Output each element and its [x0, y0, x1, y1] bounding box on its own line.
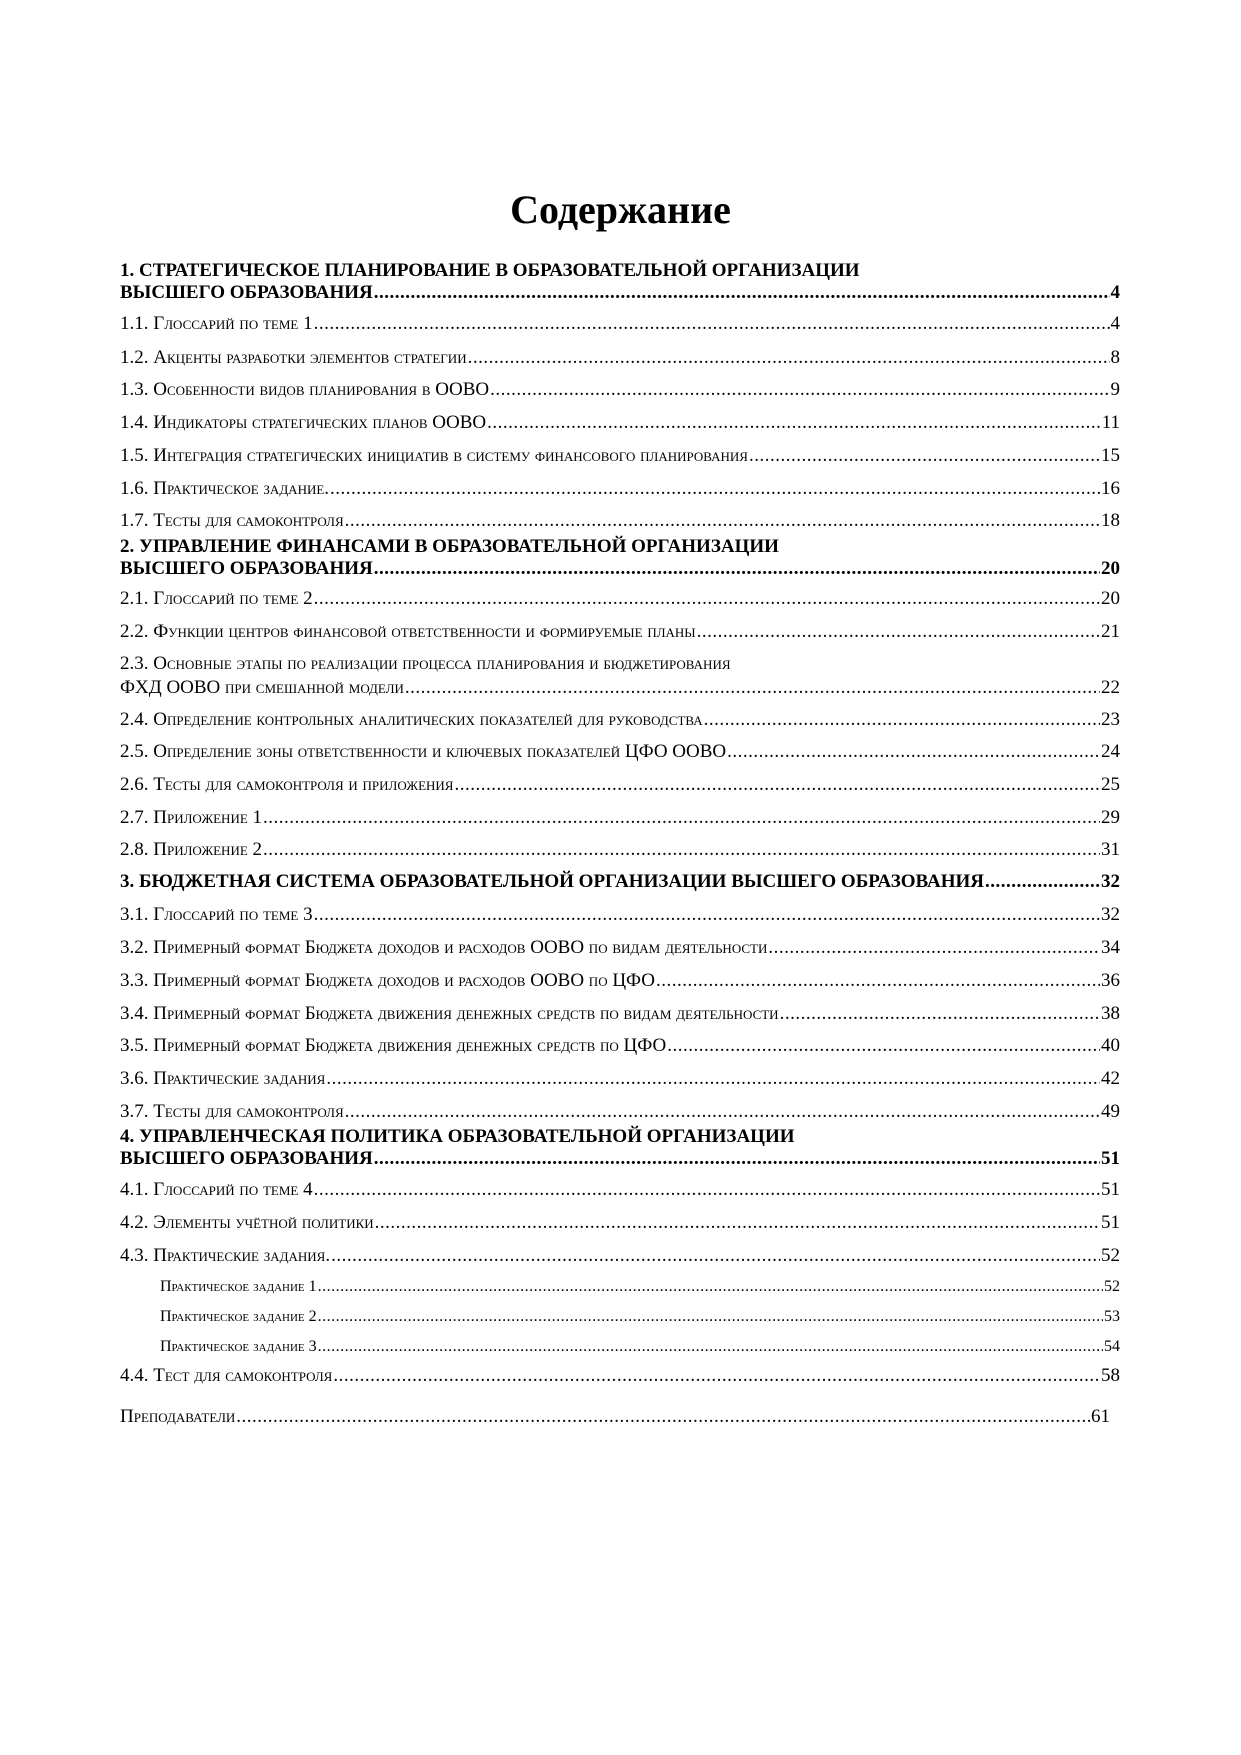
toc-entry-4-2[interactable]: [120, 1211, 1120, 1235]
toc-entry-label: 2.5. Определение зоны ответственности и ключевых показателей ЦФО ООВО: [120, 741, 727, 762]
leader-dots: [331, 1244, 1100, 1268]
toc-page-number: 42: [1101, 1068, 1120, 1089]
toc-entry-1-3[interactable]: [120, 378, 1120, 402]
toc-entry-label: 3.1. Глоссарий по теме 3: [120, 904, 313, 925]
toc-page-number: 31: [1101, 839, 1120, 860]
toc-page-number: 4: [1110, 313, 1120, 334]
toc-entry-4-4[interactable]: [120, 1364, 1120, 1388]
leader-dots: [263, 806, 1100, 830]
toc-entry-label: 3.3. Примерный формат Бюджета доходов и расходов ООВО по ЦФО: [120, 970, 656, 991]
toc-page-number: 9: [1110, 379, 1120, 400]
toc-entry-task-3[interactable]: [120, 1336, 1120, 1358]
toc-entry-label: ВЫСШЕГО ОБРАЗОВАНИЯ: [120, 558, 373, 579]
toc-entry-task-1[interactable]: [120, 1276, 1120, 1298]
toc-page-number: 58: [1101, 1365, 1120, 1386]
toc-entry-first-line: 4. УПРАВЛЕНЧЕСКАЯ ПОЛИТИКА ОБРАЗОВАТЕЛЬНОЙ ОРГАНИЗАЦИИ: [120, 1126, 795, 1147]
toc-page-number: 23: [1101, 709, 1120, 730]
toc-entry-2-2[interactable]: [120, 620, 1120, 644]
leader-dots: [656, 969, 1100, 993]
toc-entry-3-1[interactable]: [120, 903, 1120, 927]
leader-dots: [749, 444, 1100, 468]
leader-dots: [314, 312, 1110, 336]
toc-entry-label: 2.2. Функции центров финансовой ответственности и формируемые планы: [120, 621, 696, 642]
toc-page-number: 18: [1101, 510, 1120, 531]
toc-page-number: 38: [1101, 1003, 1120, 1024]
toc-page-number: 36: [1101, 970, 1120, 991]
leader-dots: [374, 1148, 1100, 1170]
toc-page-number: 34: [1101, 937, 1120, 958]
toc-entry-1-1[interactable]: [120, 312, 1120, 336]
toc-entry-2-6[interactable]: [120, 773, 1120, 797]
leader-dots: [780, 1002, 1100, 1026]
toc-entry-label: 2.6. Тесты для самоконтроля и приложения: [120, 774, 454, 795]
toc-entry-label: ФХД ООВО при смешанной модели: [120, 677, 404, 698]
toc-entry-2-8[interactable]: [120, 838, 1120, 862]
toc-entry-label: 1.5. Интеграция стратегических инициатив в систему финансового планирования: [120, 445, 748, 466]
leader-dots: [326, 1067, 1100, 1091]
toc-entry-1-5[interactable]: [120, 444, 1120, 468]
toc-page-number: 11: [1101, 412, 1120, 433]
toc-chapter-4[interactable]: [120, 1126, 1120, 1170]
toc-entry-3-3[interactable]: [120, 969, 1120, 993]
toc-page-number: 49: [1101, 1101, 1120, 1122]
toc-entry-label: 1.4. Индикаторы стратегических планов ООВО: [120, 412, 487, 433]
toc-page-number: 24: [1101, 741, 1120, 762]
toc-entry-label: 3.2. Примерный формат Бюджета доходов и расходов ООВО по видам деятельности: [120, 937, 768, 958]
leader-dots: [314, 903, 1100, 927]
toc-page-number: 61: [1091, 1406, 1110, 1427]
toc-page-number: 29: [1101, 807, 1120, 828]
toc-entry-3-2[interactable]: [120, 936, 1120, 960]
leader-dots: [333, 1364, 1100, 1388]
leader-dots: [487, 411, 1101, 435]
toc-entry-label: 3. БЮДЖЕТНАЯ СИСТЕМА ОБРАЗОВАТЕЛЬНОЙ ОРГАНИЗАЦИИ ВЫСШЕГО ОБРАЗОВАНИЯ: [120, 871, 984, 892]
toc-page-number: 20: [1101, 558, 1120, 579]
toc-page-number: 32: [1101, 904, 1120, 925]
toc-page-number: 54: [1104, 1338, 1120, 1355]
toc-entry-label: ВЫСШЕГО ОБРАЗОВАНИЯ: [120, 1148, 373, 1169]
toc-entry-label: 1.2. Акценты разработки элементов стратегии: [120, 347, 467, 368]
toc-entry-3-4[interactable]: [120, 1002, 1120, 1026]
toc-entry-label: ВЫСШЕГО ОБРАЗОВАНИЯ: [120, 282, 373, 303]
toc-entry-first-line: 1. СТРАТЕГИЧЕСКОЕ ПЛАНИРОВАНИЕ В ОБРАЗОВАТЕЛЬНОЙ ОРГАНИЗАЦИИ: [120, 260, 860, 281]
leader-dots: [374, 558, 1100, 580]
leader-dots: [468, 346, 1110, 370]
toc-entry-1-6[interactable]: [120, 477, 1120, 501]
toc-entry-label: 2.7. Приложение 1: [120, 807, 263, 828]
toc-entry-label: 4.1. Глоссарий по теме 4: [120, 1179, 313, 1200]
toc-page-number: 8: [1110, 347, 1120, 368]
toc-entry-label: 3.4. Примерный формат Бюджета движения денежных средств по видам деятельности: [120, 1003, 779, 1024]
toc-entry-label: 4.2. Элементы учётной политики: [120, 1212, 374, 1233]
leader-dots: [345, 509, 1100, 533]
toc-entry-label: 1.6. Практическое задание.: [120, 478, 330, 499]
toc-chapter-2[interactable]: [120, 536, 1120, 580]
toc-page-number: 32: [1101, 871, 1120, 892]
toc-entry-teachers[interactable]: [120, 1405, 1110, 1429]
toc-page-number: 21: [1101, 621, 1120, 642]
toc-entry-label: 3.5. Примерный формат Бюджета движения денежных средств по ЦФО: [120, 1035, 667, 1056]
toc-page-number: 15: [1101, 445, 1120, 466]
leader-dots: [263, 838, 1100, 862]
toc-page-number: 4: [1110, 282, 1120, 303]
toc-entry-label: 2.8. Приложение 2: [120, 839, 263, 860]
page-title: Содержание: [510, 187, 731, 232]
leader-dots: [375, 1211, 1100, 1235]
leader-dots: [490, 378, 1109, 402]
toc-entry-4-3[interactable]: [120, 1244, 1120, 1268]
leader-dots: [318, 1306, 1103, 1328]
leader-dots: [314, 1178, 1100, 1202]
toc-entry-first-line: 2. УПРАВЛЕНИЕ ФИНАНСАМИ В ОБРАЗОВАТЕЛЬНОЙ ОРГАНИЗАЦИИ: [120, 536, 779, 557]
toc-entry-label: 1.3. Особенности видов планирования в ООВО: [120, 379, 490, 400]
toc-entry-label: 4.3. Практические задания.: [120, 1245, 331, 1266]
toc-entry-2-4[interactable]: [120, 708, 1120, 732]
toc-entry-3-5[interactable]: [120, 1034, 1120, 1058]
toc-entry-4-1[interactable]: [120, 1178, 1120, 1202]
leader-dots: [454, 773, 1100, 797]
leader-dots: [330, 477, 1100, 501]
leader-dots: [704, 708, 1100, 732]
toc-entry-label: 4.4. Тест для самоконтроля: [120, 1365, 333, 1386]
toc-chapter-3[interactable]: [120, 871, 1120, 893]
toc-entry-label: 1.7. Тесты для самоконтроля: [120, 510, 344, 531]
toc-page-number: 51: [1101, 1148, 1120, 1169]
toc-entry-1-7[interactable]: [120, 509, 1120, 533]
toc-entry-2-1[interactable]: [120, 587, 1120, 611]
toc-entry-label: 2.1. Глоссарий по теме 2: [120, 588, 313, 609]
toc-page-number: 51: [1101, 1212, 1120, 1233]
toc-entry-label: 1.1. Глоссарий по теме 1: [120, 313, 313, 334]
leader-dots: [768, 936, 1100, 960]
toc-page-number: 53: [1104, 1308, 1120, 1325]
toc-entry-label: 3.7. Тесты для самоконтроля: [120, 1101, 344, 1122]
toc-chapter-1[interactable]: [120, 260, 1120, 304]
toc-entry-label: Практическое задание 1: [160, 1278, 317, 1295]
toc-entry-label: 3.6. Практические задания: [120, 1068, 326, 1089]
toc-entry-2-3[interactable]: [120, 652, 1120, 700]
toc-page-number: 20: [1101, 588, 1120, 609]
leader-dots: [667, 1034, 1100, 1058]
leader-dots: [405, 676, 1100, 700]
toc-entry-label: Практическое задание 3: [160, 1338, 317, 1355]
toc-entry-label: 2.4. Определение контрольных аналитических показателей для руководства: [120, 709, 703, 730]
toc-entry-2-5[interactable]: [120, 740, 1120, 764]
leader-dots: [374, 282, 1110, 304]
toc-entry-1-4[interactable]: [120, 411, 1120, 435]
toc-page-number: 40: [1101, 1035, 1120, 1056]
toc-entry-3-6[interactable]: [120, 1067, 1120, 1091]
toc-page-number: 25: [1101, 774, 1120, 795]
toc-entry-2-7[interactable]: [120, 806, 1120, 830]
toc-entry-3-7[interactable]: [120, 1100, 1120, 1124]
toc-page-number: 52: [1104, 1278, 1120, 1295]
toc-entry-task-2[interactable]: [120, 1306, 1120, 1328]
leader-dots: [318, 1276, 1103, 1298]
toc-page-number: 51: [1101, 1179, 1120, 1200]
leader-dots: [345, 1100, 1100, 1124]
toc-page-number: 16: [1101, 478, 1120, 499]
leader-dots: [314, 587, 1100, 611]
leader-dots: [985, 871, 1100, 893]
toc-entry-first-line: 2.3. Основные этапы по реализации процесса планирования и бюджетирования: [120, 653, 731, 674]
leader-dots: [697, 620, 1100, 644]
toc-entry-1-2[interactable]: [120, 346, 1120, 370]
leader-dots: [727, 740, 1100, 764]
leader-dots: [236, 1405, 1090, 1429]
toc-page-number: 52: [1101, 1245, 1120, 1266]
toc-entry-label: Практическое задание 2: [160, 1308, 317, 1325]
toc-entry-label: Преподаватели: [120, 1406, 236, 1427]
toc-page-number: 22: [1101, 677, 1120, 698]
leader-dots: [318, 1336, 1103, 1358]
